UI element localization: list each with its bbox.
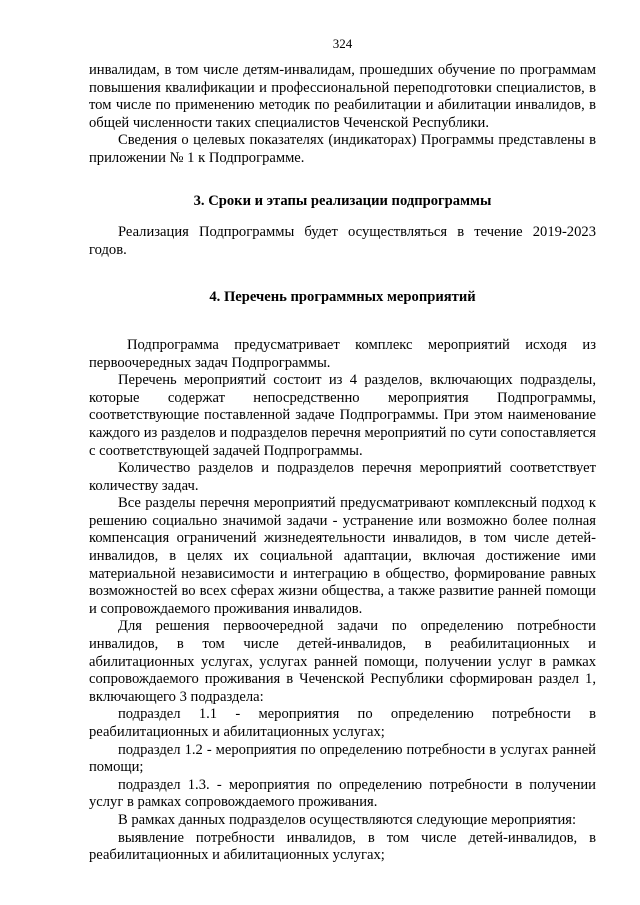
- paragraph: Все разделы перечня мероприятий предусматривают комплексный подход к решению социально значимой задачи - устранение или возможно более полная компенсация ограничений жизнедеятельности инвалидов, в том числе детей-инвалидов, в целях их социальной адаптации, включая достижение ими материальной независимости и интеграцию в общество, формирование равных возможностей во всех сферах жизни общества, а также развитие ранней помощи и сопровождаемого проживания инвалидов.: [89, 495, 596, 617]
- paragraph: инвалидам, в том числе детям-инвалидам, прошедших обучение по программам повышения квалификации и профессиональной переподготовки специалистов, в том числе по применению методик по реабилитации и абилитации инвалидов, в общей численности таких специалистов Чеченской Республики.: [89, 62, 596, 131]
- paragraph: Подпрограмма предусматривает комплекс мероприятий исходя из первоочередных задач Подпрограммы.: [89, 336, 596, 371]
- list-item: выявление потребности инвалидов, в том числе детей-инвалидов, в реабилитационных и абилитационных услугах;: [89, 829, 596, 864]
- paragraph: Для решения первоочередной задачи по определению потребности инвалидов, в том числе детей-инвалидов, в реабилитационных и абилитационных услугах, услугах ранней помощи, получении услуг в рамках сопровождаемого проживания в Чеченской Республики сформирован раздел 1, включающего 3 подраздела:: [89, 618, 596, 705]
- paragraph: Сведения о целевых показателях (индикаторах) Программы представлены в приложении № 1 к Подпрограмме.: [89, 132, 596, 166]
- paragraph: Перечень мероприятий состоит из 4 разделов, включающих подразделы, которые содержат непосредственно мероприятия Подпрограммы, соответствующие поставленной задаче Подпрограммы. При этом наименование каждого из разделов и подразделов перечня мероприятий по сути сопоставляется с соответствующей задачей Подпрограммы.: [89, 372, 596, 459]
- list-item: подраздел 1.2 - мероприятия по определению потребности в услугах ранней помощи;: [89, 741, 596, 776]
- page-number: 324: [332, 36, 353, 51]
- section-heading: 4. Перечень программных мероприятий: [209, 289, 476, 306]
- list-item: подраздел 1.3. - мероприятия по определению потребности в получении услуг в рамках сопровождаемого проживания.: [89, 776, 596, 811]
- paragraph: Количество разделов и подразделов перечня мероприятий соответствует количеству задач.: [89, 460, 596, 494]
- section-heading: 3. Сроки и этапы реализации подпрограммы: [193, 192, 492, 209]
- list-item: подраздел 1.1 - мероприятия по определению потребности в реабилитационных и абилитационных услугах;: [89, 706, 596, 740]
- document-page: [89, 36, 596, 865]
- paragraph: Реализация Подпрограммы будет осуществляться в течение 2019-2023 годов.: [89, 224, 596, 258]
- paragraph: В рамках данных подразделов осуществляются следующие мероприятия:: [118, 811, 577, 828]
